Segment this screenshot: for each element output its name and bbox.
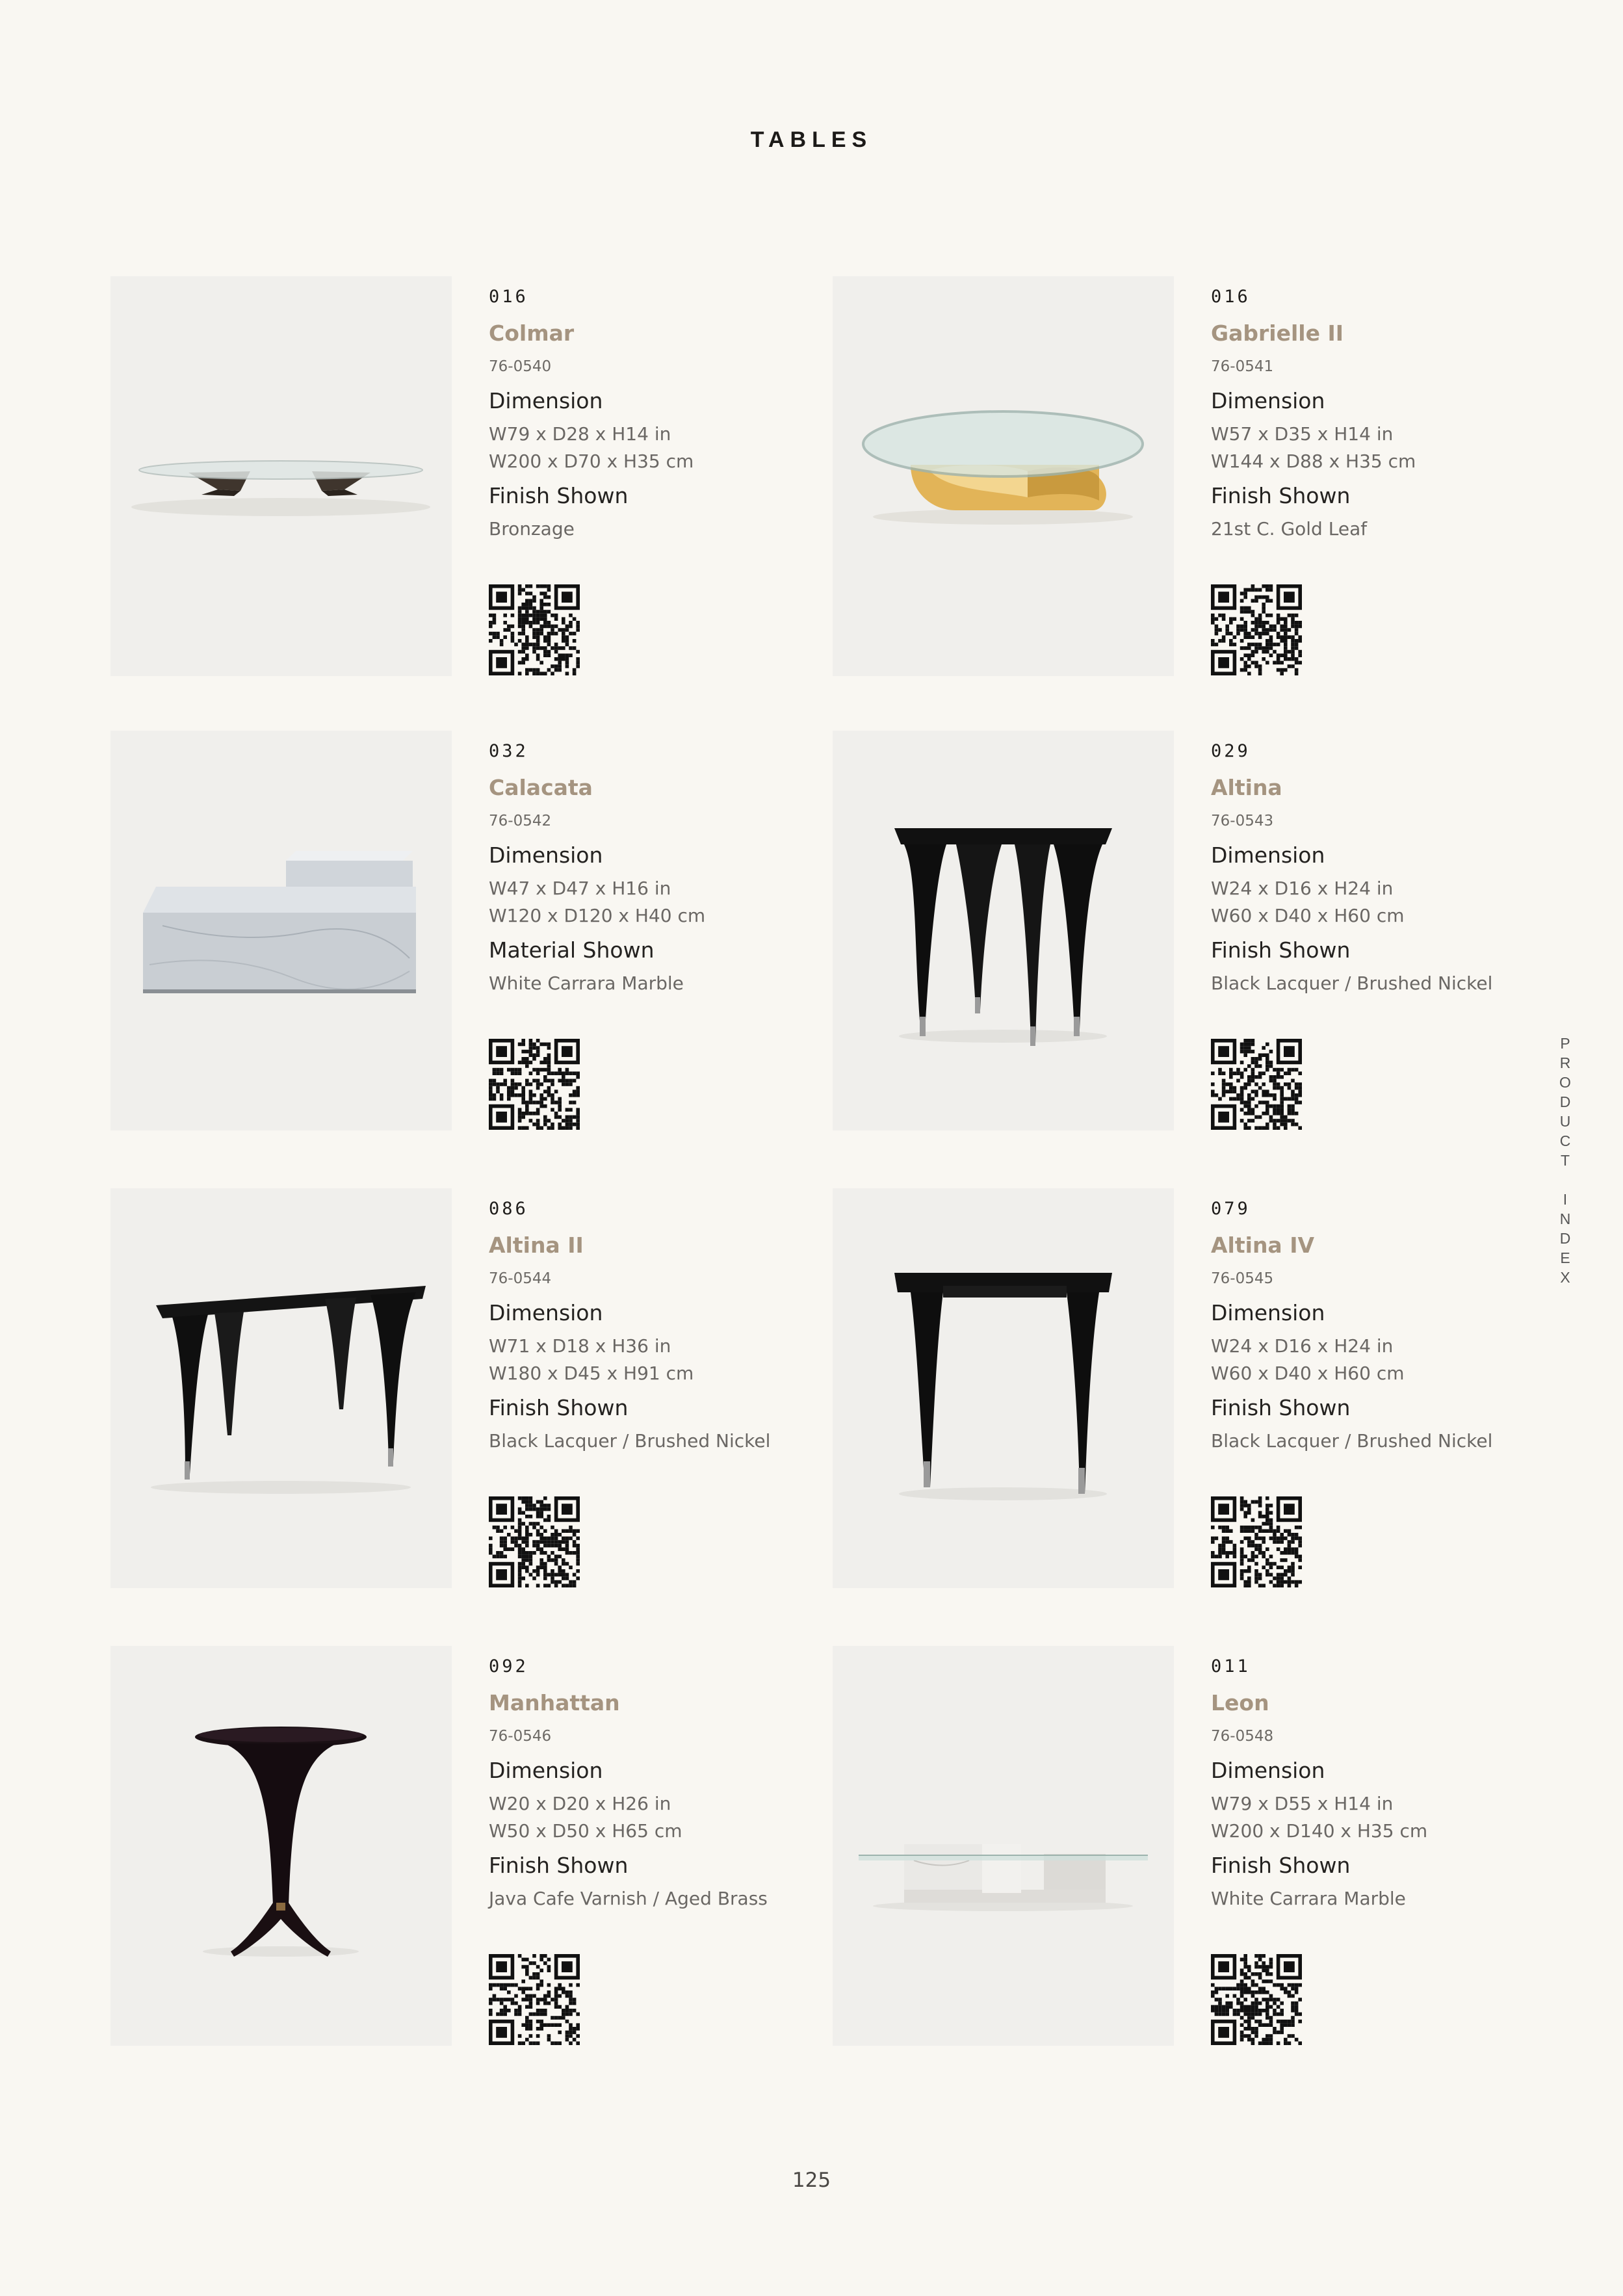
product-photo bbox=[110, 1646, 452, 2046]
page-number: 125 bbox=[792, 2169, 831, 2192]
glass-marble-table-illustration bbox=[833, 1646, 1174, 2046]
dimension-cm: W144 x D88 x H35 cm bbox=[1211, 450, 1416, 472]
qr-code-icon[interactable] bbox=[1211, 1496, 1302, 1587]
dimension-label: Dimension bbox=[489, 842, 603, 868]
product-name: Manhattan bbox=[489, 1690, 620, 1715]
product-photo bbox=[833, 1646, 1174, 2046]
finish-value: Black Lacquer / Brushed Nickel bbox=[1211, 1430, 1493, 1452]
product-photo bbox=[110, 731, 452, 1130]
product-ref: 079 bbox=[1211, 1199, 1251, 1219]
dimension-cm: W50 x D50 x H65 cm bbox=[489, 1820, 682, 1842]
dimension-cm: W60 x D40 x H60 cm bbox=[1211, 1363, 1405, 1384]
page-title: TABLES bbox=[750, 127, 873, 152]
product-photo bbox=[833, 731, 1174, 1130]
dimension-label: Dimension bbox=[1211, 1300, 1325, 1325]
product-ref: 092 bbox=[489, 1656, 528, 1676]
dimension-label: Dimension bbox=[1211, 842, 1325, 868]
finish-label: Finish Shown bbox=[489, 1395, 629, 1420]
dimension-cm: W120 x D120 x H40 cm bbox=[489, 905, 706, 926]
product-photo bbox=[833, 1188, 1174, 1588]
product-photo bbox=[833, 276, 1174, 676]
dimension-in: W71 x D18 x H36 in bbox=[489, 1335, 671, 1357]
coffee-table-illustration bbox=[110, 276, 452, 676]
product-name: Altina IV bbox=[1211, 1233, 1315, 1258]
qr-code-icon[interactable] bbox=[1211, 1039, 1302, 1130]
side-label-letter: X bbox=[1560, 1269, 1570, 1286]
side-label-letter: O bbox=[1559, 1074, 1571, 1091]
console-table-illustration bbox=[110, 1188, 452, 1588]
side-label-product-index bbox=[1552, 1034, 1578, 1287]
dimension-cm: W200 x D140 x H35 cm bbox=[1211, 1820, 1428, 1842]
product-card-gabrielle-ii[interactable] bbox=[833, 276, 1554, 679]
dimension-label: Dimension bbox=[489, 1758, 603, 1783]
product-sku: 76-0541 bbox=[1211, 358, 1274, 375]
qr-code-icon[interactable] bbox=[1211, 584, 1302, 675]
dimension-label: Dimension bbox=[489, 388, 603, 413]
product-name: Calacata bbox=[489, 775, 593, 800]
finish-value: Black Lacquer / Brushed Nickel bbox=[1211, 972, 1493, 994]
material-label: Material Shown bbox=[489, 937, 655, 963]
product-card-altina-iv[interactable] bbox=[833, 1188, 1554, 1591]
product-sku: 76-0545 bbox=[1211, 1270, 1274, 1287]
dimension-label: Dimension bbox=[1211, 1758, 1325, 1783]
dimension-cm: W60 x D40 x H60 cm bbox=[1211, 905, 1405, 926]
dimension-cm: W180 x D45 x H91 cm bbox=[489, 1363, 694, 1384]
product-sku: 76-0540 bbox=[489, 358, 552, 375]
marble-table-illustration bbox=[110, 731, 452, 1130]
dimension-label: Dimension bbox=[1211, 388, 1325, 413]
product-ref: 016 bbox=[1211, 287, 1251, 307]
side-label-letter: C bbox=[1559, 1132, 1571, 1149]
product-card-altina-ii[interactable] bbox=[110, 1188, 832, 1591]
side-label-letter: I bbox=[1563, 1191, 1568, 1208]
dimension-label: Dimension bbox=[489, 1300, 603, 1325]
side-label-letter: D bbox=[1559, 1093, 1571, 1110]
product-ref: 011 bbox=[1211, 1656, 1251, 1676]
product-ref: 032 bbox=[489, 741, 528, 761]
side-label-letter: D bbox=[1559, 1230, 1571, 1247]
side-label-letter: E bbox=[1560, 1249, 1570, 1266]
finish-label: Finish Shown bbox=[1211, 1853, 1351, 1878]
qr-code-icon[interactable] bbox=[489, 1954, 580, 2045]
finish-label: Finish Shown bbox=[489, 1853, 629, 1878]
dimension-in: W47 x D47 x H16 in bbox=[489, 878, 671, 899]
desk-table-illustration bbox=[833, 1188, 1174, 1588]
pedestal-table-illustration bbox=[110, 1646, 452, 2046]
product-name: Altina II bbox=[489, 1233, 584, 1258]
product-sku: 76-0548 bbox=[1211, 1728, 1274, 1745]
product-card-calacata[interactable] bbox=[110, 731, 832, 1134]
finish-label: Finish Shown bbox=[489, 483, 629, 508]
side-label-letter: P bbox=[1560, 1035, 1570, 1052]
product-sku: 76-0546 bbox=[489, 1728, 552, 1745]
finish-value: Bronzage bbox=[489, 518, 575, 540]
material-value: White Carrara Marble bbox=[489, 972, 684, 994]
product-name: Gabrielle II bbox=[1211, 320, 1344, 346]
qr-code-icon[interactable] bbox=[1211, 1954, 1302, 2045]
side-label-letter: T bbox=[1560, 1152, 1570, 1169]
product-card-colmar[interactable] bbox=[110, 276, 832, 679]
product-photo bbox=[110, 1188, 452, 1588]
product-photo bbox=[110, 276, 452, 676]
finish-value: Java Cafe Varnish / Aged Brass bbox=[489, 1888, 768, 1909]
qr-code-icon[interactable] bbox=[489, 584, 580, 675]
glass-gold-table-illustration bbox=[833, 276, 1174, 676]
finish-value: White Carrara Marble bbox=[1211, 1888, 1406, 1909]
product-name: Leon bbox=[1211, 1690, 1269, 1715]
finish-label: Finish Shown bbox=[1211, 937, 1351, 963]
product-card-manhattan[interactable] bbox=[110, 1646, 832, 2049]
product-card-leon[interactable] bbox=[833, 1646, 1554, 2049]
dimension-in: W79 x D55 x H14 in bbox=[1211, 1793, 1394, 1814]
side-label-letter: N bbox=[1559, 1210, 1571, 1227]
product-ref: 086 bbox=[489, 1199, 528, 1219]
side-label-letter bbox=[1563, 1170, 1567, 1190]
qr-code-icon[interactable] bbox=[489, 1039, 580, 1130]
side-label-letter: U bbox=[1559, 1113, 1571, 1130]
side-label-letter: R bbox=[1559, 1054, 1571, 1071]
product-card-altina[interactable] bbox=[833, 731, 1554, 1134]
product-ref: 029 bbox=[1211, 741, 1251, 761]
dimension-in: W79 x D28 x H14 in bbox=[489, 423, 671, 445]
dimension-in: W57 x D35 x H14 in bbox=[1211, 423, 1394, 445]
finish-value: Black Lacquer / Brushed Nickel bbox=[489, 1430, 771, 1452]
finish-value: 21st C. Gold Leaf bbox=[1211, 518, 1368, 540]
product-sku: 76-0543 bbox=[1211, 813, 1274, 829]
product-ref: 016 bbox=[489, 287, 528, 307]
product-sku: 76-0542 bbox=[489, 813, 552, 829]
dimension-in: W20 x D20 x H26 in bbox=[489, 1793, 671, 1814]
finish-label: Finish Shown bbox=[1211, 483, 1351, 508]
dimension-in: W24 x D16 x H24 in bbox=[1211, 1335, 1394, 1357]
dimension-in: W24 x D16 x H24 in bbox=[1211, 878, 1394, 899]
product-name: Colmar bbox=[489, 320, 575, 346]
dimension-cm: W200 x D70 x H35 cm bbox=[489, 450, 694, 472]
product-name: Altina bbox=[1211, 775, 1282, 800]
finish-label: Finish Shown bbox=[1211, 1395, 1351, 1420]
product-sku: 76-0544 bbox=[489, 1270, 552, 1287]
side-table-illustration bbox=[833, 731, 1174, 1130]
qr-code-icon[interactable] bbox=[489, 1496, 580, 1587]
